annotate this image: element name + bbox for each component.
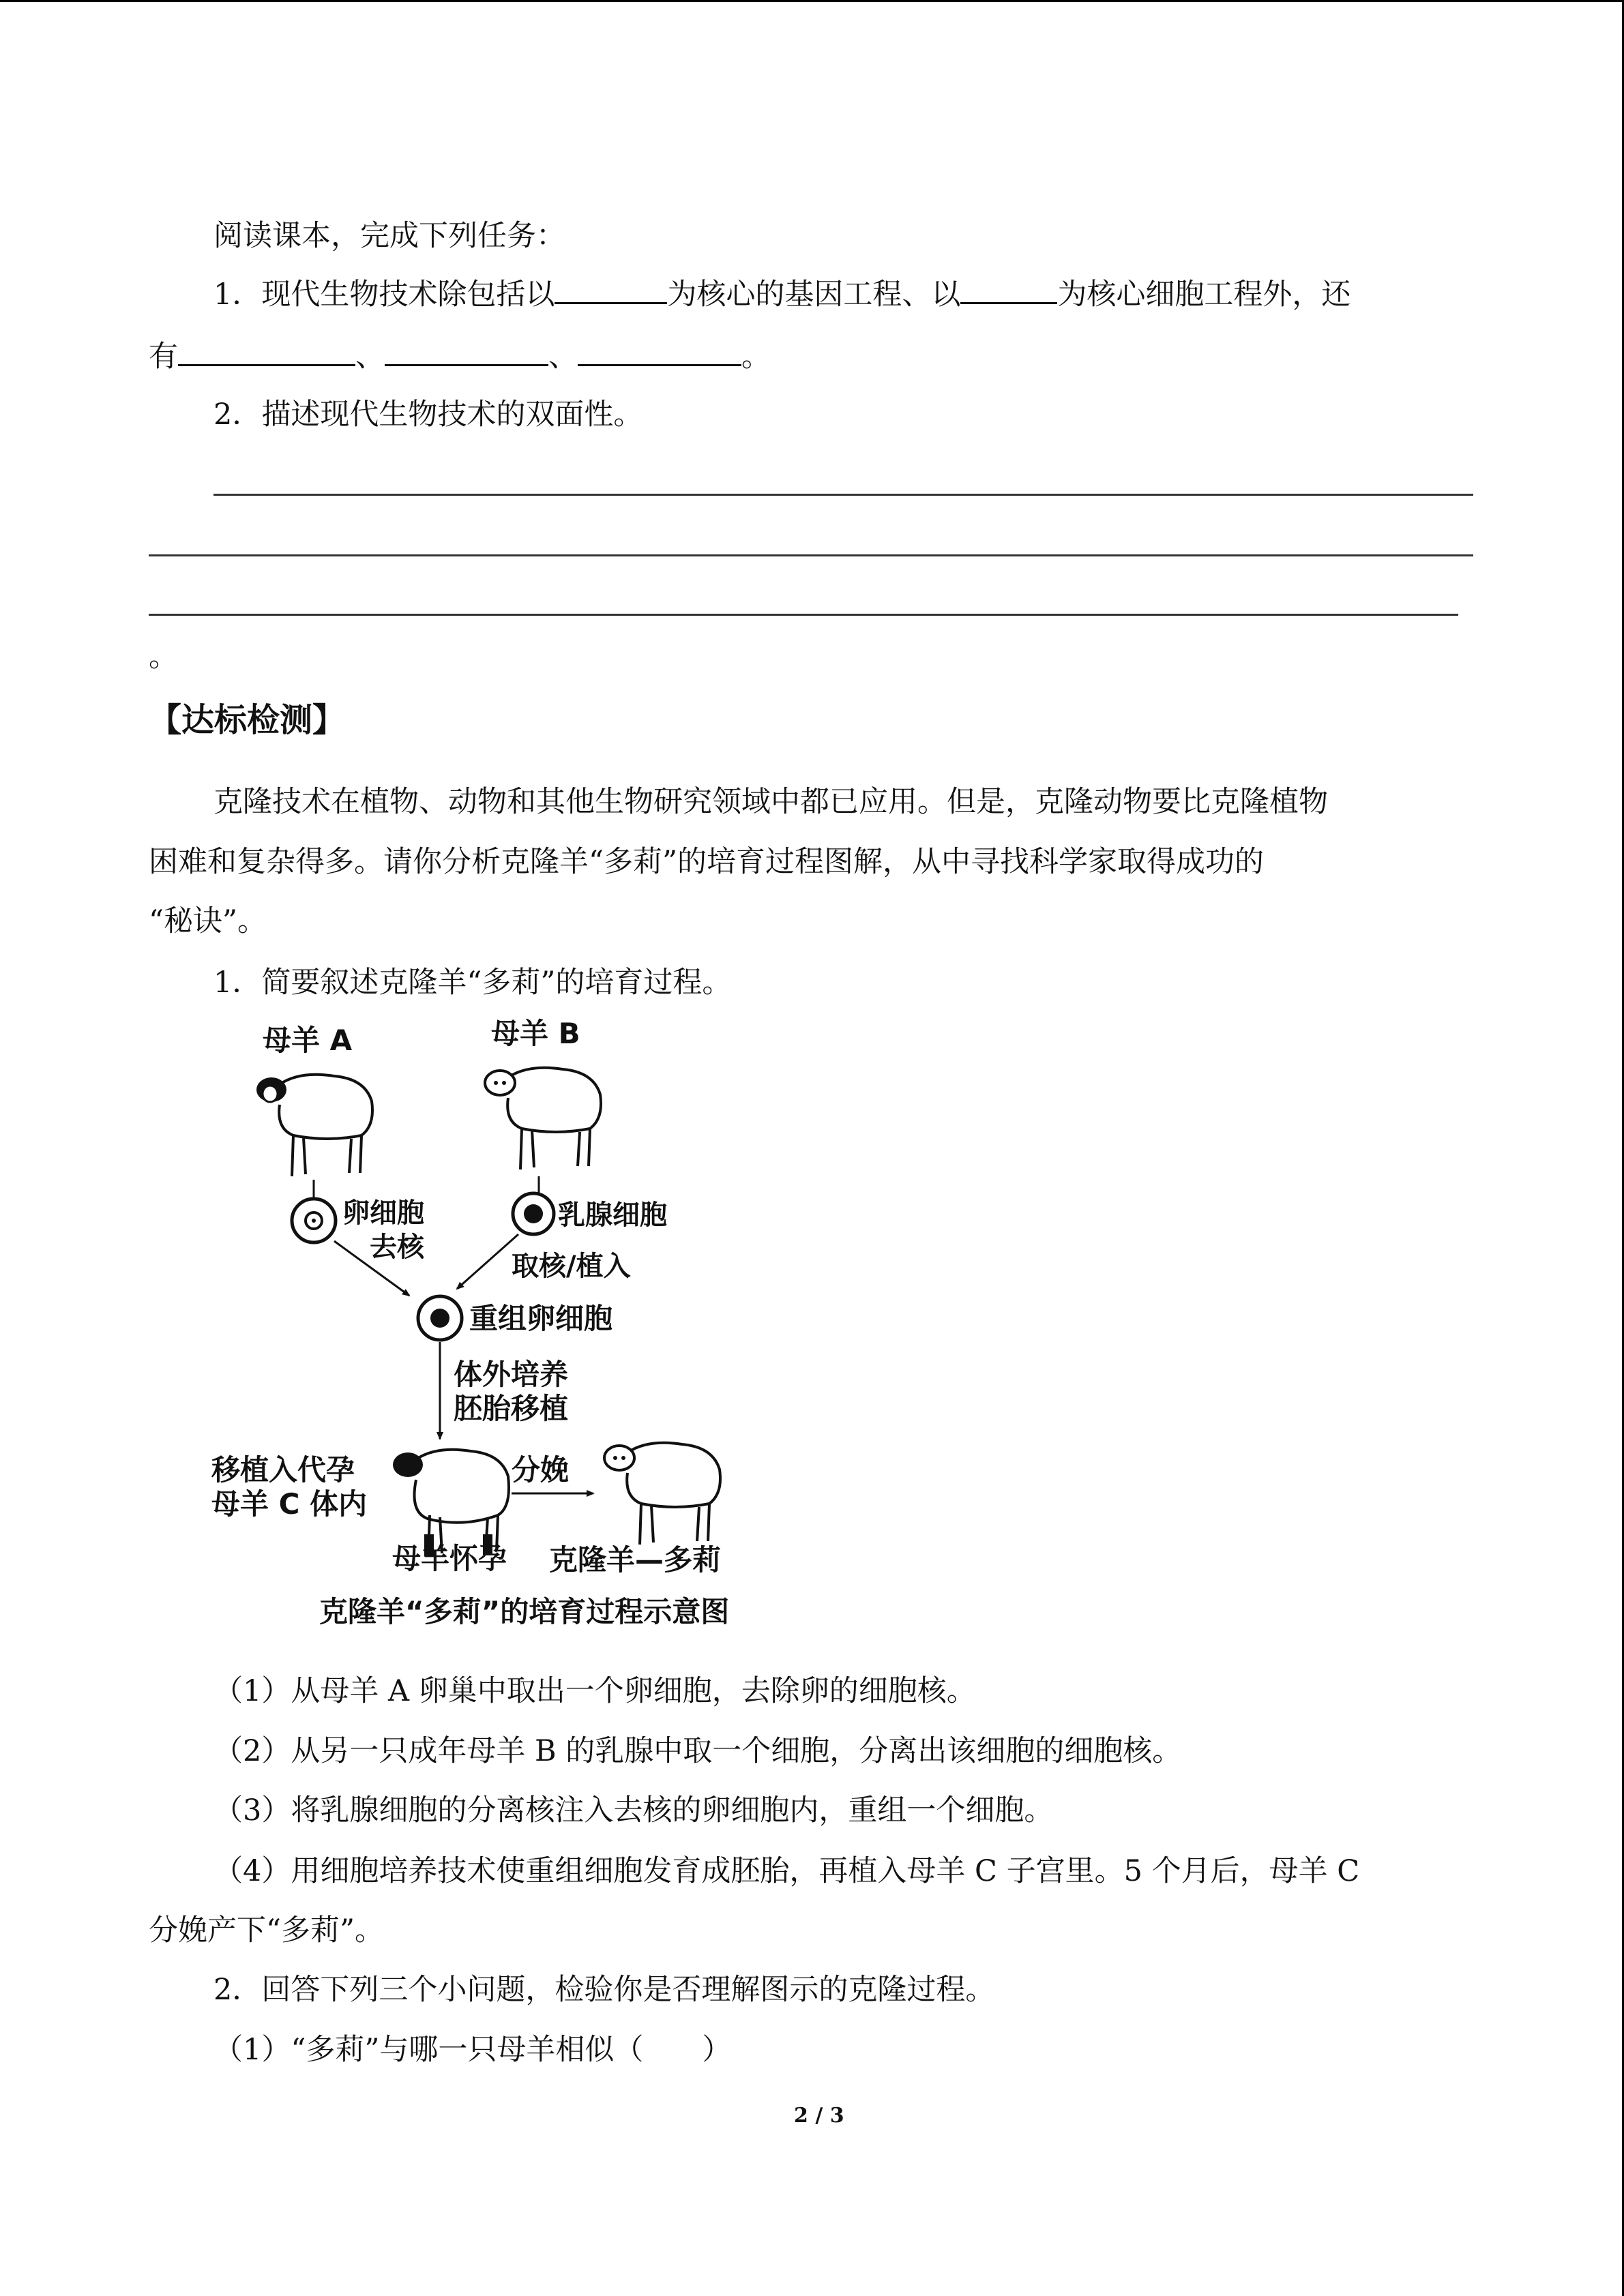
cloning-intro-line-2: 困难和复杂得多。请你分析克隆羊“多莉”的培育过程图解，从中寻找科学家取得成功的: [149, 845, 1264, 879]
task-2-text: 2．描述现代生物技术的双面性。: [213, 398, 643, 432]
answer-line-3[interactable]: [149, 614, 1458, 616]
step-4-line-2: 分娩产下“多莉”。: [149, 1913, 384, 1948]
arrow-mammary-to-recombined: [457, 1234, 518, 1289]
dolly-sheep-icon: [604, 1443, 720, 1545]
answer-end-mark: 。: [149, 640, 178, 674]
step-1: （1）从母羊 A 卵巢中取出一个卵细胞，去除卵的细胞核。: [213, 1674, 976, 1708]
task-1-end: 。: [741, 340, 771, 374]
section-title: 【达标检测】: [149, 701, 346, 739]
cloning-intro-line-3: “秘诀”。: [149, 904, 267, 938]
question-1: 1．简要叙述克隆羊“多莉”的培育过程。: [213, 966, 732, 1000]
question-2-sub-1: （1）“多莉”与哪一只母羊相似（ ）: [213, 2033, 732, 2067]
implant-label-1: 移植入代孕: [211, 1453, 355, 1487]
recombined-egg-label: 重组卵细胞: [469, 1302, 613, 1335]
question-2: 2．回答下列三个小问题，检验你是否理解图示的克隆过程。: [213, 1973, 995, 2007]
task-1-text-c: 为核心细胞工程外，还: [1057, 278, 1351, 312]
intro-text: 阅读课本，完成下列任务：: [213, 219, 565, 253]
task-1-line-1: [213, 275, 1350, 314]
blank-3[interactable]: [178, 337, 355, 366]
sheep-a-icon: [256, 1075, 372, 1176]
task-1-text-d: 有: [149, 340, 178, 374]
separator-2: 、: [548, 340, 578, 374]
mammary-cell-label: 乳腺细胞: [558, 1199, 667, 1231]
cloning-diagram: [198, 1009, 812, 1643]
answer-line-2[interactable]: [149, 554, 1473, 556]
pregnant-label: 母羊怀孕: [392, 1542, 507, 1575]
enucleate-label: 去核: [370, 1232, 424, 1263]
blank-5[interactable]: [578, 337, 741, 366]
blank-1[interactable]: [555, 275, 667, 304]
blank-2[interactable]: [960, 275, 1057, 304]
take-nucleus-label: 取核/植入: [512, 1251, 631, 1282]
step-2: （2）从另一只成年母羊 B 的乳腺中取一个细胞，分离出该细胞的细胞核。: [213, 1734, 1182, 1768]
step-3: （3）将乳腺细胞的分离核注入去核的卵细胞内，重组一个细胞。: [213, 1793, 1054, 1828]
mammary-cell-icon: [513, 1193, 554, 1234]
task-1-text-a: 1．现代生物技术除包括以: [213, 278, 555, 312]
pregnant-sheep-icon: [393, 1450, 509, 1556]
recombined-egg-icon: [418, 1296, 462, 1340]
cloning-intro-line-1: 克隆技术在植物、动物和其他生物研究领域中都已应用。但是，克隆动物要比克隆植物: [213, 785, 1328, 819]
in-vitro-label: 体外培养: [454, 1358, 569, 1391]
sheep-b-icon: [485, 1068, 601, 1169]
implant-label-2: 母羊 C 体内: [211, 1487, 368, 1521]
sheep-b-label: 母羊 B: [491, 1017, 580, 1050]
embryo-transfer-label: 胚胎移植: [454, 1392, 569, 1425]
egg-cell-icon: [292, 1199, 336, 1242]
birth-label: 分娩: [512, 1453, 570, 1487]
egg-cell-label: 卵细胞: [342, 1197, 424, 1229]
dolly-label: 克隆羊—多莉: [549, 1543, 722, 1577]
page-top-border: [0, 0, 1624, 2]
blank-4[interactable]: [385, 337, 548, 366]
separator-1: 、: [355, 340, 385, 374]
answer-line-1[interactable]: [213, 494, 1473, 496]
task-1-text-b: 为核心的基因工程、以: [667, 278, 961, 312]
task-1-line-2: [149, 337, 771, 376]
step-4-line-1: （4）用细胞培养技术使重组细胞发育成胚胎，再植入母羊 C 子宫里。5 个月后，母羊 C: [213, 1854, 1360, 1888]
diagram-caption: 克隆羊“多莉”的培育过程示意图: [319, 1595, 730, 1628]
page-number: 2 / 3: [794, 2104, 844, 2128]
sheep-a-label: 母羊 A: [263, 1024, 353, 1057]
